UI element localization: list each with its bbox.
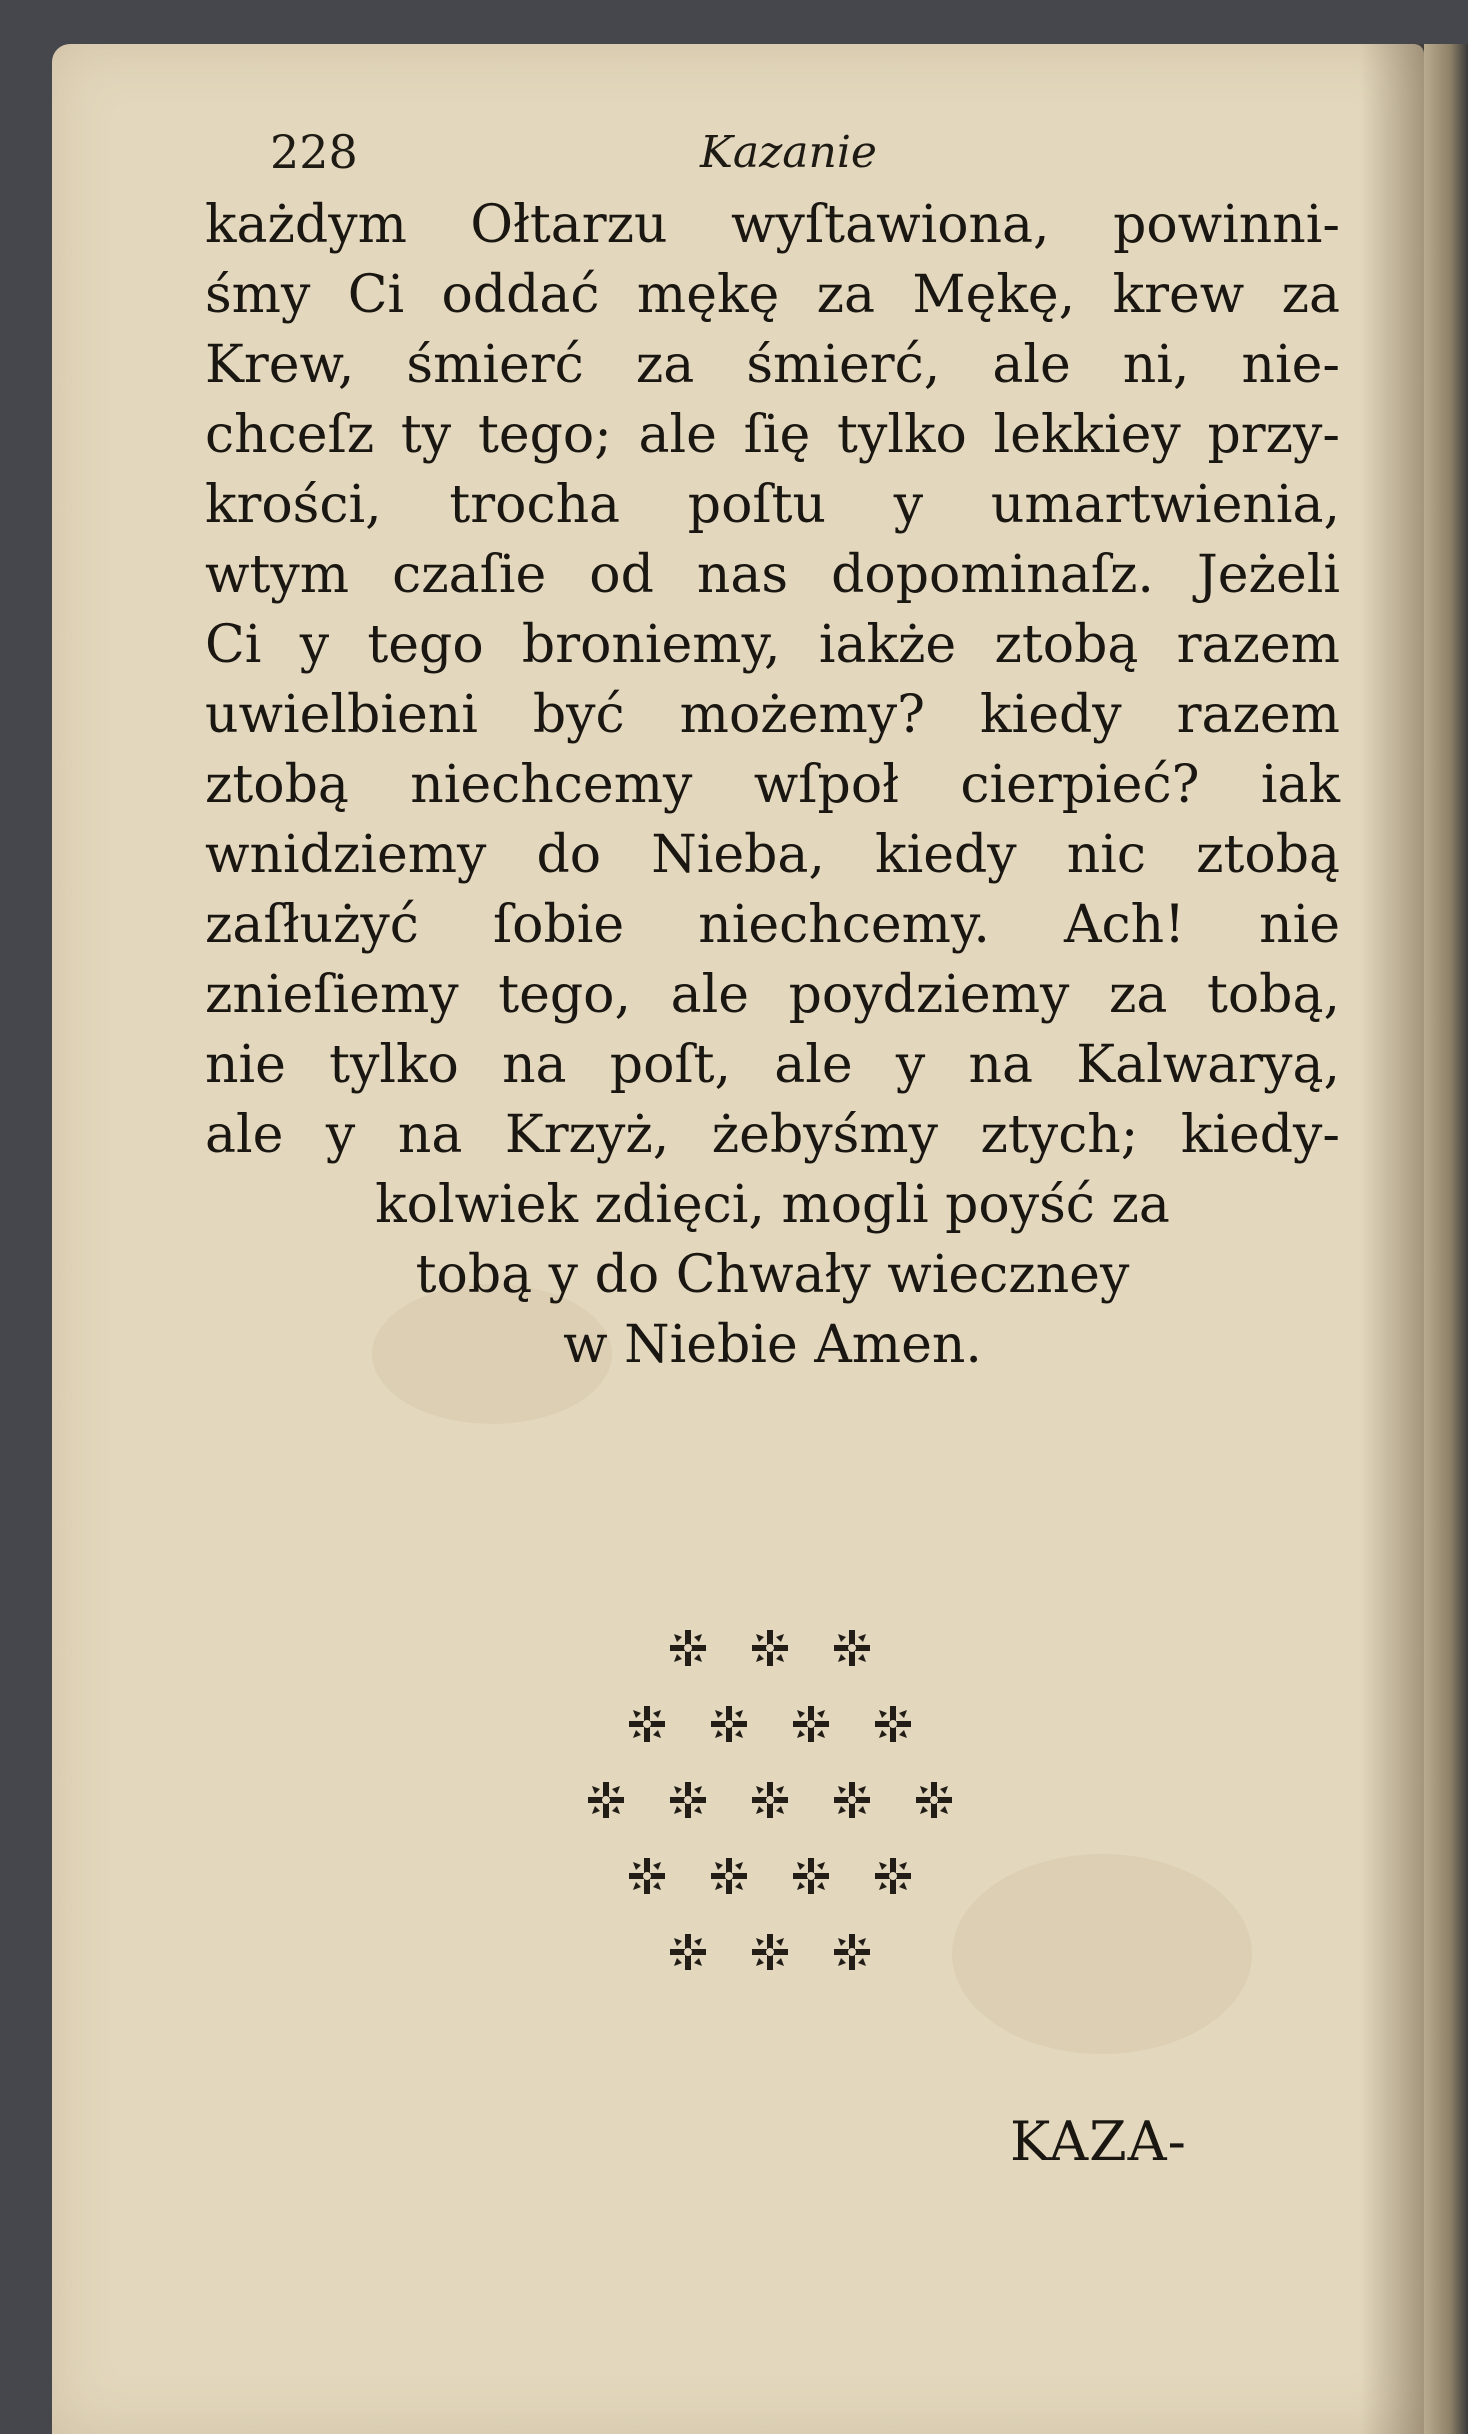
fleuron-icon	[748, 1626, 792, 1670]
body-text	[205, 190, 1340, 1380]
running-title: Kazanie	[700, 127, 877, 178]
fleuron-icon	[584, 1778, 628, 1822]
fleuron-icon	[830, 1778, 874, 1822]
text-line: w Niebie Amen.	[563, 1315, 982, 1375]
text-line: ale y na Krzyż, żebyśmy ztych; kiedy-	[205, 1105, 1340, 1165]
text-line: uwielbieni być możemy? kiedy razem	[205, 685, 1340, 745]
text-line: znieſiemy tego, ale poydziemy za tobą,	[205, 965, 1340, 1025]
fleuron-icon	[830, 1626, 874, 1670]
fleuron-icon	[707, 1854, 751, 1898]
fleuron-icon	[666, 1930, 710, 1974]
next-page-edge	[1424, 44, 1468, 2434]
ornament-row	[470, 1610, 1070, 1686]
fleuron-ornament	[470, 1610, 1070, 1990]
fleuron-icon	[789, 1702, 833, 1746]
fleuron-icon	[748, 1778, 792, 1822]
text-line: wnidziemy do Nieba, kiedy nic ztobą	[205, 825, 1340, 885]
fleuron-icon	[625, 1702, 669, 1746]
text-line: chceſz ty tego; ale ſię tylko lekkiey przy-	[205, 405, 1340, 465]
ornament-row	[470, 1914, 1070, 1990]
fleuron-icon	[871, 1702, 915, 1746]
page-number: 228	[270, 125, 358, 179]
ornament-row	[470, 1762, 1070, 1838]
catchword: KAZA-	[1010, 2110, 1187, 2173]
fleuron-icon	[748, 1930, 792, 1974]
page-gutter-shadow	[1360, 44, 1426, 2434]
fleuron-icon	[625, 1854, 669, 1898]
text-line: Ci y tego broniemy, iakże ztobą razem	[205, 615, 1340, 675]
fleuron-icon	[666, 1626, 710, 1670]
text-line: każdym Ołtarzu wyſtawiona, powinni-	[205, 195, 1340, 255]
text-line: zaſłużyć ſobie niechcemy. Ach! nie	[205, 895, 1340, 955]
fleuron-icon	[666, 1778, 710, 1822]
text-line: nie tylko na poſt, ale y na Kalwaryą,	[205, 1035, 1340, 1095]
text-line: śmy Ci oddać mękę za Mękę, krew za	[205, 265, 1340, 325]
running-head	[270, 125, 970, 185]
fleuron-icon	[912, 1778, 956, 1822]
text-line: wtym czaſie od nas dopominaſz. Jeżeli	[205, 545, 1340, 605]
fleuron-icon	[830, 1930, 874, 1974]
text-line: kolwiek zdięci, mogli poyść za	[375, 1175, 1170, 1235]
text-line: tobą y do Chwały wieczney	[415, 1245, 1130, 1305]
text-line: ztobą niechcemy wſpoł cierpieć? iak	[205, 755, 1340, 815]
fleuron-icon	[871, 1854, 915, 1898]
fleuron-icon	[707, 1702, 751, 1746]
ornament-row	[470, 1686, 1070, 1762]
text-line: krości, trocha poſtu y umartwienia,	[205, 475, 1340, 535]
fleuron-icon	[789, 1854, 833, 1898]
ornament-row	[470, 1838, 1070, 1914]
text-line: Krew, śmierć za śmierć, ale ni, nie-	[205, 335, 1340, 395]
